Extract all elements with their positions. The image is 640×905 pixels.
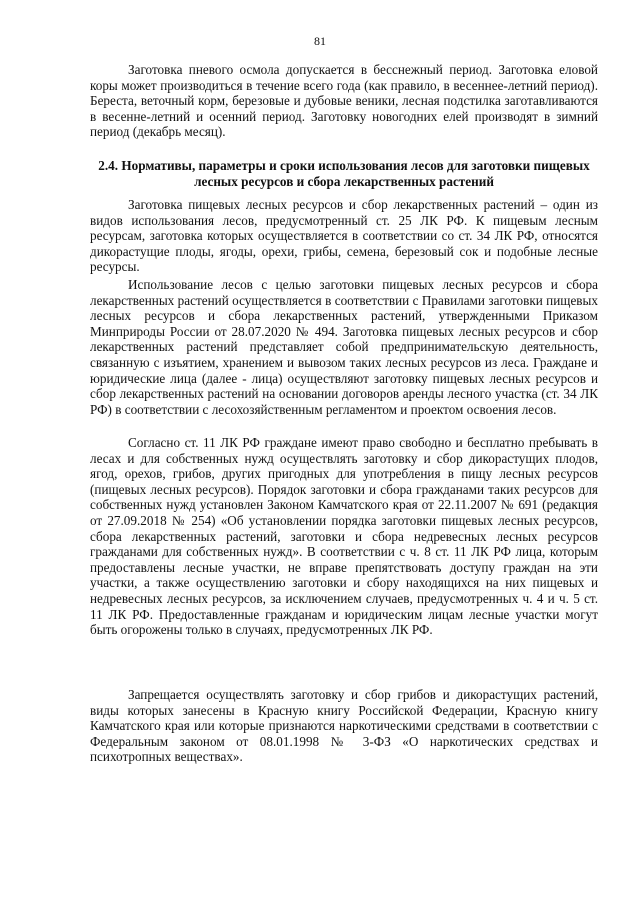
paragraph-bark-harvesting: Заготовка пневого осмола допускается в бесснежный период. Заготовка еловой коры может производиться в течение всего года (как правило, в весеннее-летний период). Береста, веточный корм, березовые и дубовые веники, лесная подстилка заготавливаются в весенне-летний и осенний период. Заготовку новогодних елей производят в зимний период (декабрь месяц).: [90, 62, 598, 140]
paragraph-citizen-rights: Согласно ст. 11 ЛК РФ граждане имеют право свободно и бесплатно пребывать в лесах и для собственных нужд осуществлять заготовку и сбор дикорастущих плодов, ягод, орехов, грибов, других пригодных для употребления в пищу лесных ресурсов (пищевых лесных ресурсов). Порядок заготовки и сбора гражданами таких ресурсов для собственных нужд установлен Законом Камчатского края от 22.11.2007 № 691 (редакция от 27.09.2018 № 254) «Об установлении порядка заготовки пищевых лесных ресурсов, сбора лекарственных растений, заготовки и сбора недревесных лесных ресурсов гражданами для собственных нужд». В соответствии с ч. 8 ст. 11 ЛК РФ лица, которым предоставлены лесные участки, не вправе препятствовать доступу граждан на эти участки, а также осуществлению заготовки и сбору находящихся на них пищевых и недревесных лесных ресурсов, за исключением случаев, предусмотренных ч. 4 и ч. 5 ст. 11 ЛК РФ. Предоставленные гражданам и юридическим лицам лесные участки могут быть огорожены только в случаях, предусмотренных ЛК РФ.: [90, 435, 598, 638]
paragraph-food-resources-definition: Заготовка пищевых лесных ресурсов и сбор лекарственных растений – один из видов использования лесов, предусмотренный ст. 25 ЛК РФ. К пищевым лесным ресурсам, заготовка которых осуществляется в соответствии со ст. 34 ЛК РФ, относятся дикорастущие плоды, ягоды, орехи, грибы, семена, березовый сок и подобные лесные ресурсы.: [90, 197, 598, 275]
paragraph-harvesting-rules: Использование лесов с целью заготовки пищевых лесных ресурсов и сбора лекарственных растений осуществляется в соответствии с Правилами заготовки пищевых лесных ресурсов и сбора лекарственных растений, утвержденными Приказом Минприроды России от 28.07.2020 № 494. Заготовка пищевых лесных ресурсов и сбор лекарственных растений представляет собой предпринимательскую деятельность, связанную с изъятием, хранением и вывозом таких лесных ресурсов из леса. Граждане и юридические лица (далее - лица) осуществляют заготовку пищевых лесных ресурсов и сбор лекарственных растений на основании договоров аренды лесного участка (ст. 34 ЛК РФ) в соответствии с лесохозяйственным регламентом и проектом освоения лесов.: [90, 277, 598, 417]
page-number: 81: [314, 34, 326, 48]
paragraph-prohibitions: Запрещается осуществлять заготовку и сбор грибов и дикорастущих растений, виды которых занесены в Красную книгу Российской Федерации, Красную книгу Камчатского края или которые признаются наркотическими средствами в соответствии с Федеральным законом от 08.01.1998 № 3-ФЗ «О наркотических средствах и психотропных веществах».: [90, 687, 598, 765]
section-heading: 2.4. Нормативы, параметры и сроки использования лесов для заготовки пищевых лесных ресурсов и сбора лекарственных растений: [98, 158, 590, 189]
